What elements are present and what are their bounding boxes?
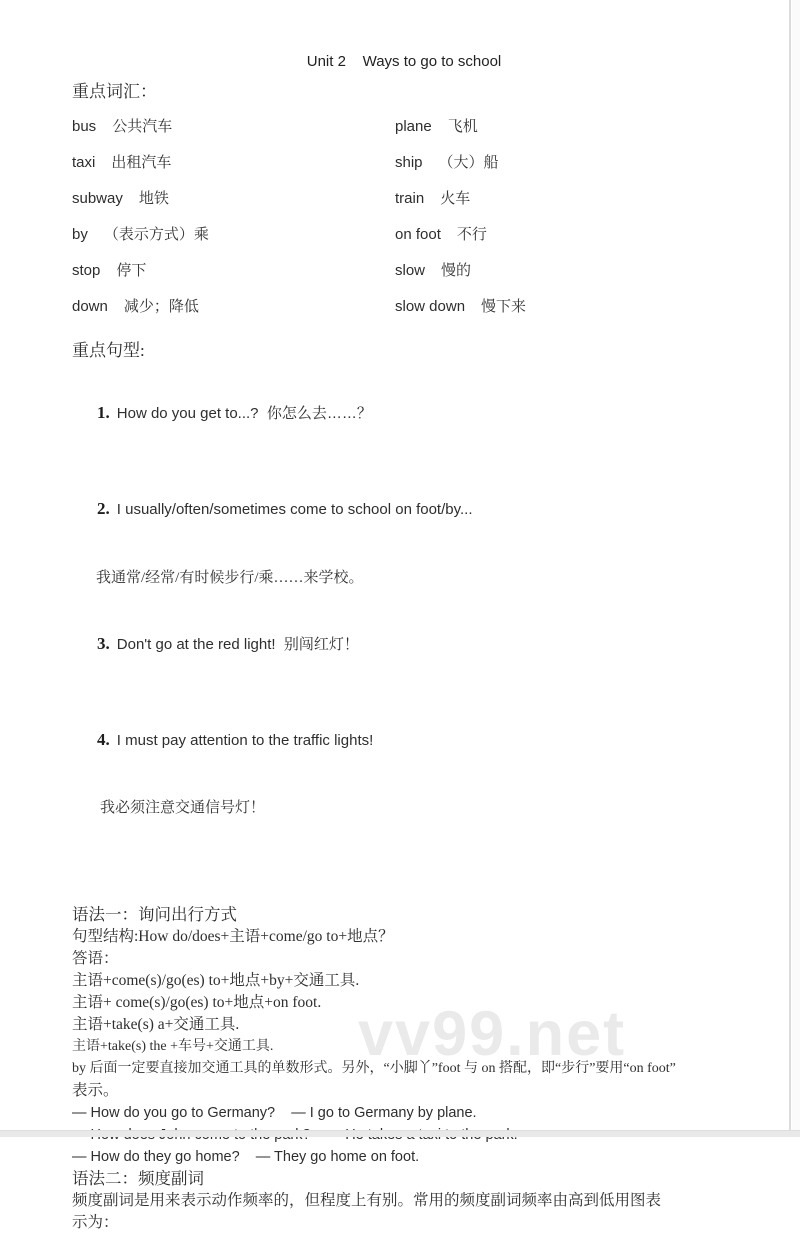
vocab-pair [72,152,395,174]
vocab-definition: 地铁 [138,191,169,207]
grammar1-line: 主语+come(s)/go(es) to+地点+by+交通工具. [72,972,360,989]
vocab-definition: 飞机 [447,119,478,135]
vocab-pair [395,116,478,138]
sentence-text: I must pay attention to the traffic lights! [116,732,374,749]
vocab-row [72,116,736,138]
sentence-number: 2. [97,499,110,518]
watermark: vv99.net [358,999,627,1069]
vocab-definition: 慢下来 [481,299,527,315]
vocab-pair [72,260,395,282]
vocab-row [72,188,736,210]
page-bottom-edge-bar [0,1130,800,1137]
vocab-definition: 出租汽车 [111,155,172,171]
vocab-pair [395,260,471,282]
sentence-number: 4. [97,730,110,749]
vocab-term: taxi [72,154,96,171]
grammar1-line: 主语+take(s) the +车号+交通工具. [72,1039,274,1054]
page-title: Unit 2 Ways to go to school [306,53,502,70]
vocab-pair [72,188,395,210]
grammar1-heading: 语法一：询问出行方式 [72,905,237,924]
vocab-row [72,224,736,246]
vocab-pair [395,152,499,174]
vocab-definition: 公共汽车 [112,119,173,135]
page-right-edge-line [789,0,791,1137]
sentence-item-4 [72,707,736,774]
sentence-4-translation: 我必须注意交通信号灯！ [100,800,266,816]
sentence-text: Don't go at the red light! 别闯红灯！ [116,636,359,653]
vocab-term: plane [395,118,432,135]
sentence-number: 1. [97,403,110,422]
vocab-pair [395,188,470,210]
vocab-pair [72,296,395,318]
grammar1-line: 句型结构:How do/does+主语+come/go to+地点？ [72,928,394,945]
vocab-term: slow down [395,298,466,315]
grammar1-example-line: — How do they go home? — They go home on foot. [72,1149,420,1165]
page-right-margin [792,0,800,1137]
grammar1-line: by 后面一定要直接加交通工具的单数形式。另外，“小脚丫”foot 与 on 搭配，即“步行”要用“on foot” [72,1061,676,1076]
vocab-term: on foot [395,226,441,243]
vocab-pair [72,116,395,138]
sentence-2-translation: 我通常/经常/有时候步行/乘……来学校。 [96,570,364,586]
vocab-definition: 不行 [456,227,487,243]
sentence-item-2 [72,476,736,543]
grammar1-line: 表示。 [72,1082,119,1099]
vocab-term: stop [72,262,101,279]
vocab-term: slow [395,262,426,279]
vocab-term: ship [395,154,423,171]
vocab-term: train [395,190,425,207]
sentence-text: I usually/often/sometimes come to school on foot/by... [116,501,473,518]
grammar1-line: 主语+take(s) a+交通工具. [72,1016,240,1033]
vocab-term: down [72,298,108,315]
vocab-pair [72,224,395,246]
sentences-section-heading: 重点句型: [72,341,145,360]
grammar2-line: 频度副词是用来表示动作频率的，但程度上有别。常用的频度副词频率由高到低用图表 [72,1192,662,1209]
vocab-definition: （大）船 [438,155,499,171]
vocab-row [72,152,736,174]
grammar1-example-line: — How do you go to Germany? — I go to Germany by plane. [72,1105,477,1121]
sentence-number: 3. [97,634,110,653]
grammar1-line: 答语： [72,950,119,967]
vocab-definition: （表示方式）乘 [103,227,209,243]
vocab-definition: 慢的 [441,263,472,279]
sentence-item-3 [72,611,736,678]
vocab-definition: 减少；降低 [123,299,199,315]
sentence-item-1 [72,380,736,447]
vocab-term: by [72,226,88,243]
vocab-section-heading: 重点词汇： [72,82,157,101]
vocab-term: bus [72,118,97,135]
vocab-pair [395,224,487,246]
vocab-row [72,296,736,318]
vocab-term: subway [72,190,123,207]
vocab-definition: 停下 [116,263,147,279]
sentence-text: How do you get to...? 你怎么去……？ [116,405,372,422]
grammar1-line: 主语+ come(s)/go(es) to+地点+on foot. [72,994,322,1011]
vocab-definition: 火车 [440,191,471,207]
grammar2-heading: 语法二：频度副词 [72,1169,204,1188]
vocab-row [72,260,736,282]
grammar2-line: 示为： [72,1214,119,1231]
vocab-pair [395,296,526,318]
vocab-list [72,116,736,318]
